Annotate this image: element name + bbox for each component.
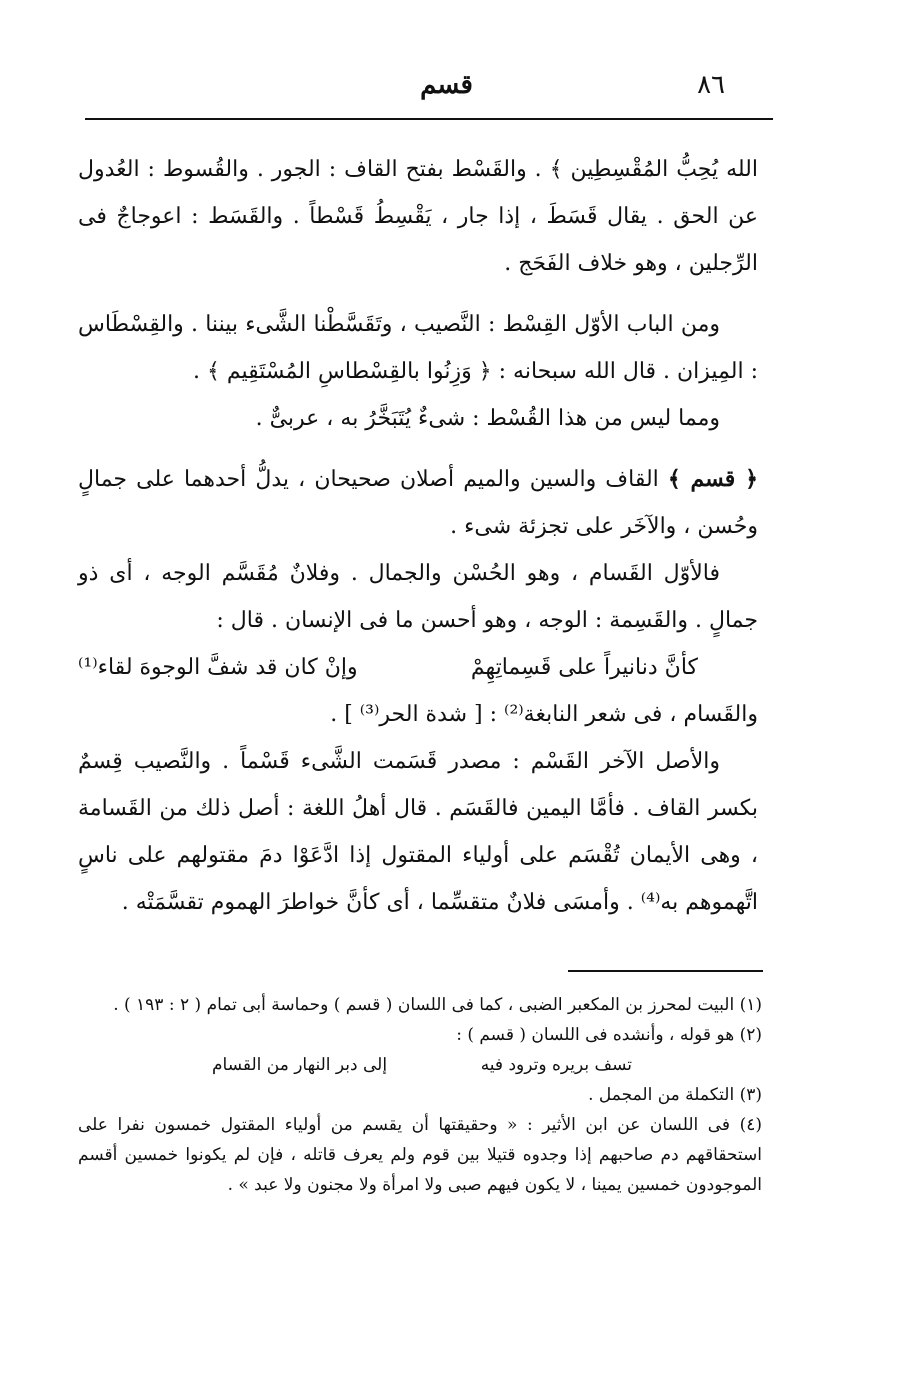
entry-text: القاف والسين والميم أصلان صحيحان ، يدلُّ أحدهما على جمالٍ وحُسن ، والآخَر على تجزئة شىء .	[78, 467, 758, 539]
verse-first-hemistich: كأنَّ دنانيراً على قَسِماتِهِمْ	[470, 655, 698, 680]
verse-second-hemistich: إلى دبر النهار من القسام	[212, 1055, 388, 1075]
footnote: (٤) فى اللسان عن ابن الأثير : « وحقيقتها أن يقسم من أولياء المقتول خمسون نفرا على استحقاقهم دم صاحبهم إذا وجدوه قتيلا بين قوم ولم يعرف قاتله ، فإن لم يكونوا خمسين أقسم الموجودون خمسين يمينا ، لا يكون فيهم صبى ولا امرأة ولا مجنون ولا عبد » .	[78, 1115, 762, 1195]
header-rule	[85, 118, 773, 120]
verse-second-hemistich: وإنْ كان قد شفَّ الوجوهَ لقاء⁽¹⁾	[78, 655, 358, 680]
paragraph: والقَسام ، فى شعر النابغة⁽²⁾ : [ شدة الحر⁽³⁾ ] .	[330, 702, 758, 727]
footnote-rule	[568, 970, 763, 972]
paragraph: والأصل الآخر القَسْم : مصدر قَسَمت الشَّىء قَسْماً . والنَّصيب قِسمٌ بكسر القاف . فأمَّا اليمين فالقَسَم . قال أهلُ اللغة : أصل ذلك من القَسامة ، وهى الأيمان تُقْسَم على أولياء المقتول إذا ادَّعَوْا دمَ مقتولهم على ناسٍ اتَّهموهم به⁽⁴⁾ . وأمسَى فلانٌ متقسِّما ، أى كأنَّ خواطرَ الهموم تقسَّمَتْه .	[78, 749, 758, 915]
paragraph: ومن الباب الأوّل القِسْط : النَّصيب ، وتَقَسَّطْنا الشَّىء بيننا . والقِسْطَاس : المِيزان . قال الله سبحانه : ﴿ وَزِنُوا بالقِسْطاسِ المُسْتَقِيم ﴾ .	[78, 312, 758, 384]
poetry-verse	[78, 644, 758, 691]
entry-headword: ﴿ قسم ﴾	[667, 466, 758, 492]
entry-paragraph	[78, 456, 758, 550]
page-number: ٨٦	[697, 70, 725, 100]
main-text	[78, 146, 758, 926]
running-title: قسم	[420, 70, 473, 100]
verse-first-hemistich: تسف بريره وترود فيه	[480, 1055, 632, 1075]
footnote-verse	[212, 1050, 632, 1080]
footnotes	[78, 990, 762, 1200]
page-header	[85, 70, 773, 106]
footnote: (٣) التكملة من المجمل .	[588, 1085, 762, 1105]
footnote: (٢) هو قوله ، وأنشده فى اللسان ( قسم ) :	[456, 1025, 762, 1045]
footnote: (١) البيت لمحرز بن المكعبر الضبى ، كما فى اللسان ( قسم ) وحماسة أبى تمام ( ٢ : ١٩٣ ) .	[113, 995, 762, 1015]
paragraph: فالأوّل القَسام ، وهو الحُسْن والجمال . وفلانٌ مُقَسَّم الوجه ، أى ذو جمالٍ . والقَسِمة : الوجه ، وهو أحسن ما فى الإنسان . قال :	[78, 561, 758, 633]
paragraph: ومما ليس من هذا القُسْط : شىءٌ يُتَبَخَّرُ به ، عربىٌّ .	[255, 406, 720, 431]
paragraph: الله يُحِبُّ المُقْسِطِين ﴾ . والقَسْط بفتح القاف : الجور . والقُسوط : العُدول عن الحق . يقال قَسَطَ ، إذا جار ، يَقْسِطُ قَسْطاً . والقَسَط : اعوجاجٌ فى الرِّجلين ، وهو خلاف الفَحَج .	[78, 157, 758, 276]
